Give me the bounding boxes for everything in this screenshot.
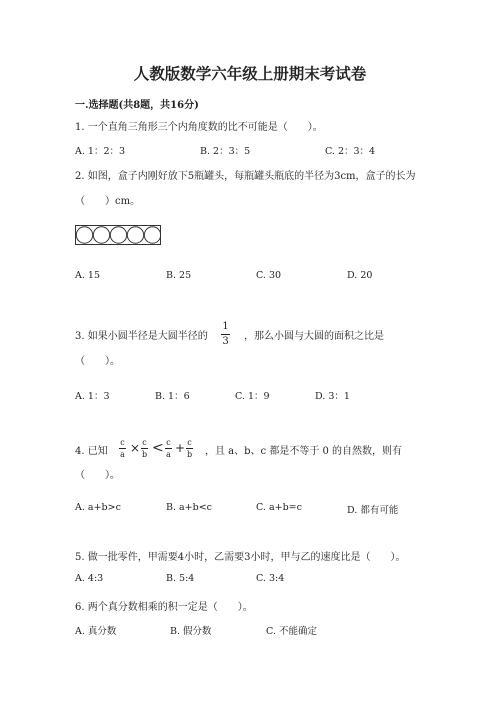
question-1: 1. 一个直角三角形三个内角度数的比不可能是（ ）。: [75, 122, 323, 133]
question-3-start: 3. 如果小圆半径是大圆半径的: [75, 331, 208, 342]
q4-fraction-2: c b: [141, 438, 148, 459]
question-4-end: ，且 a、b、c 都是不等于 0 的自然数，则有: [205, 446, 403, 457]
can-circle: [110, 227, 126, 243]
q3-option-c[interactable]: C. 1：9: [235, 391, 270, 402]
section-heading: 一.选择题(共8题，共16分): [75, 100, 199, 111]
can-circle: [93, 227, 109, 243]
q5-option-b[interactable]: B. 5:4: [166, 573, 195, 584]
question-4-start: 4. 已知: [75, 446, 108, 457]
q2-option-a[interactable]: A. 15: [75, 270, 100, 281]
can-circle: [127, 227, 143, 243]
can-circle: [144, 227, 160, 243]
q6-option-a[interactable]: A. 真分数: [75, 626, 117, 637]
question-2: 2. 如图，盒子内刚好放下5瓶罐头，每瓶罐头瓶底的半径为3cm，盒子的长为: [75, 171, 416, 182]
page-title: 人教版数学六年级上册期末考试卷: [133, 64, 367, 83]
question-4-blank: （ ）。: [75, 470, 120, 481]
q3-fraction-numerator: 1: [222, 321, 229, 332]
q4-option-a[interactable]: A. a+b>c: [75, 502, 121, 513]
q2-option-d[interactable]: D. 20: [347, 270, 373, 281]
question-3-end: ，那么小圆与大圆的面积之比是: [244, 331, 384, 342]
q4-times-sign: ×: [130, 441, 141, 455]
q5-option-c[interactable]: C. 3:4: [256, 573, 285, 584]
box-with-cans-figure: [75, 225, 161, 245]
q4-fraction-4: c b: [186, 438, 193, 459]
q4-plus-sign: +: [175, 441, 186, 455]
question-6: 6. 两个真分数相乘的积一定是（ ）。: [75, 602, 253, 613]
q1-option-b[interactable]: B. 2：3：5: [200, 146, 251, 157]
q5-option-a[interactable]: A. 4:3: [75, 573, 104, 584]
q6-option-c[interactable]: C. 不能确定: [266, 626, 317, 637]
q1-option-c[interactable]: C. 2：3：4: [325, 146, 376, 157]
q3-option-a[interactable]: A. 1：3: [75, 391, 110, 402]
q3-fraction-denominator: 3: [222, 336, 229, 347]
q4-less-than-sign: <: [152, 440, 164, 456]
q4-option-d[interactable]: D. 都有可能: [347, 505, 399, 516]
q2-option-c[interactable]: C. 30: [256, 270, 282, 281]
q4-fraction-1: c a: [120, 438, 125, 459]
q6-option-b[interactable]: B. 假分数: [170, 626, 212, 637]
q2-option-b[interactable]: B. 25: [166, 270, 192, 281]
q3-option-d[interactable]: D. 3：1: [315, 391, 350, 402]
can-circle: [76, 227, 92, 243]
question-5: 5. 做一批零件，甲需要4小时，乙需要3小时，甲与乙的速度比是（ ）。: [75, 552, 406, 563]
q3-option-b[interactable]: B. 1：6: [155, 391, 190, 402]
q4-option-b[interactable]: B. a+b<c: [166, 502, 213, 513]
q1-option-a[interactable]: A. 1：2：3: [75, 146, 126, 157]
question-3-blank: （ ）。: [75, 356, 120, 367]
q3-fraction: [221, 321, 230, 348]
question-2-blank: （ ）cm。: [75, 196, 141, 207]
q4-fraction-3: c a: [166, 438, 171, 459]
q4-option-c[interactable]: C. a+b=c: [256, 502, 302, 513]
